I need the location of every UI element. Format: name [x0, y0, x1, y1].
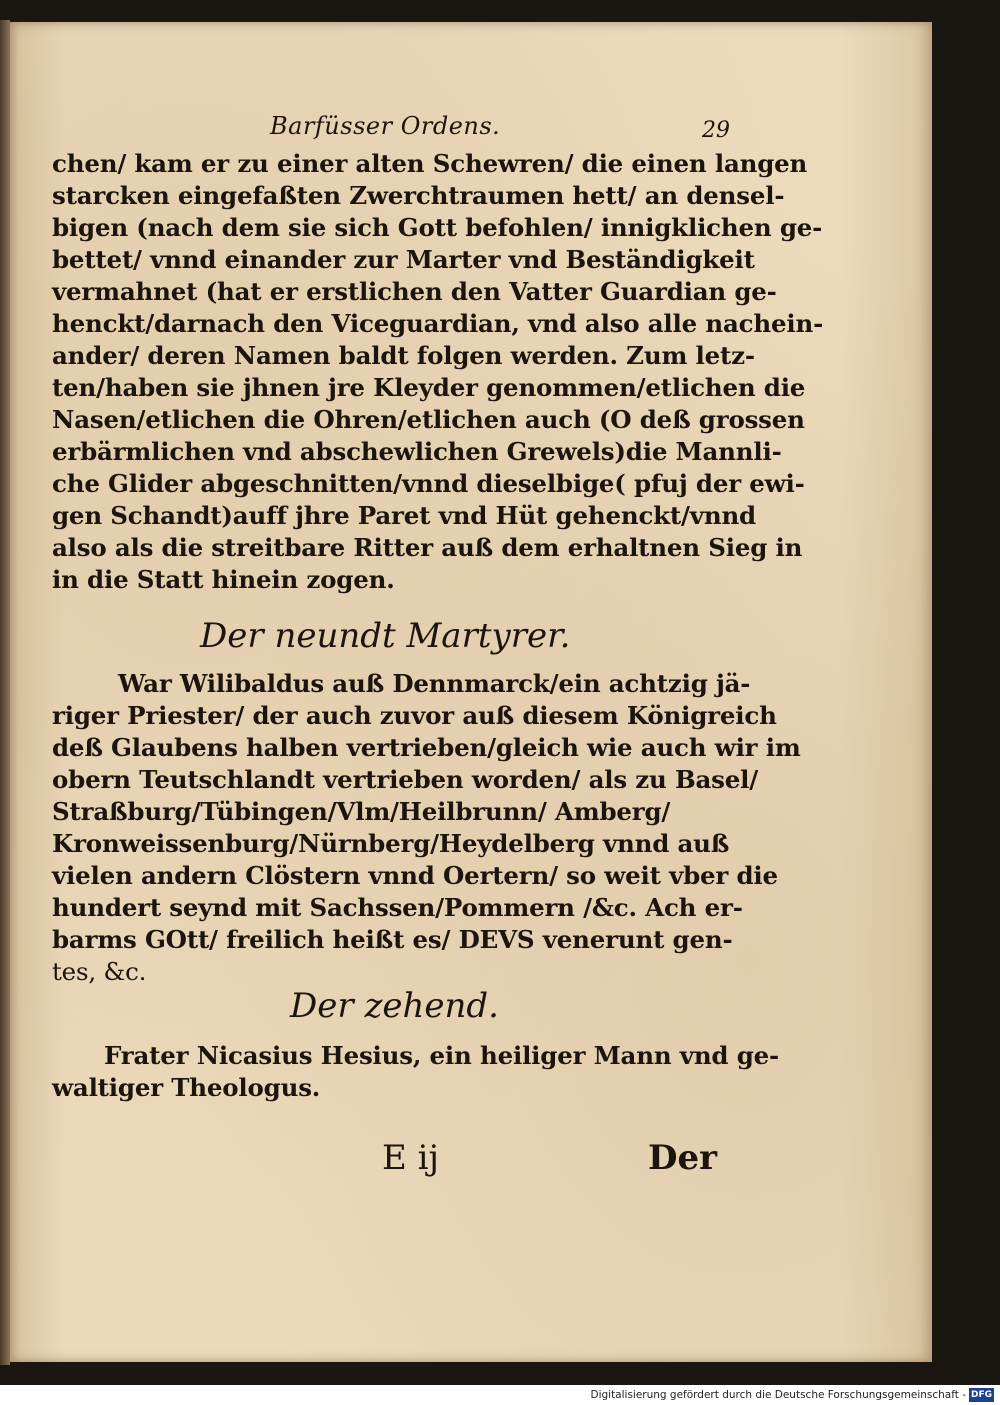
text-line: Nasen/etlichen die Ohren/etlichen auch (O deß grossen	[52, 405, 805, 434]
text-line: Frater Nicasius Hesius, ein heiliger Mann vnd ge-	[104, 1041, 779, 1070]
catchword: Der	[648, 1138, 718, 1178]
text-line: deß Glaubens halben vertrieben/gleich wie auch wir im	[52, 733, 801, 762]
text-line: barms GOtt/ freilich heißt es/ DEVS venerunt gen-	[52, 925, 733, 954]
text-line: starcken eingefaßten Zwerchtraumen hett/ an densel-	[52, 181, 785, 210]
text-line: tes, &c.	[52, 957, 147, 986]
text-line: obern Teutschlandt vertrieben worden/ als zu Basel/	[52, 765, 758, 794]
text-line: gen Schandt)auff jhre Paret vnd Hüt gehenckt/vnnd	[52, 501, 756, 530]
section-heading: Der neundt Martyrer.	[200, 616, 571, 656]
text-line: vermahnet (hat er erstlichen den Vatter Guardian ge-	[52, 277, 777, 306]
running-head: Barfüsser Ordens.	[270, 112, 501, 140]
text-line: Straßburg/Tübingen/Vlm/Heilbrunn/ Amberg/	[52, 797, 671, 826]
page-edge	[0, 20, 10, 1365]
text-line: in die Statt hinein zogen.	[52, 565, 395, 594]
text-line: vielen andern Clöstern vnnd Oertern/ so weit vber die	[52, 861, 778, 890]
text-line: waltiger Theologus.	[52, 1073, 321, 1102]
signature-mark: E ij	[382, 1138, 440, 1178]
page-number: 29	[702, 118, 730, 143]
text-line: Kronweissenburg/Nürnberg/Heydelberg vnnd auß	[52, 829, 730, 858]
text-line: riger Priester/ der auch zuvor auß diesem Königreich	[52, 701, 777, 730]
text-line: ten/haben sie jhnen jre Kleyder genommen/etlichen die	[52, 373, 806, 402]
text-line: ander/ deren Namen baldt folgen werden. Zum letz-	[52, 341, 755, 370]
text-line: also als die streitbare Ritter auß dem erhaltnen Sieg in	[52, 533, 803, 562]
section-heading: Der zehend.	[290, 986, 499, 1026]
text-line: chen/ kam er zu einer alten Schewren/ die einen langen	[52, 149, 808, 178]
text-line: War Wilibaldus auß Dennmarck/ein achtzig jä-	[118, 669, 751, 698]
text-line: hundert seynd mit Sachssen/Pommern /&c. Ach er-	[52, 893, 743, 922]
text-line: che Glider abgeschnitten/vnnd dieselbige( pfuj der ewi-	[52, 469, 805, 498]
funding-credit: Digitalisierung gefördert durch die Deutsche Forschungsgemeinschaft -	[590, 1389, 966, 1401]
text-line: henckt/darnach den Viceguardian, vnd also alle nachein-	[52, 309, 824, 338]
text-line: erbärmlichen vnd abschewlichen Grewels)die Mannli-	[52, 437, 782, 466]
dfg-logo: DFG	[970, 1390, 992, 1400]
text-line: bettet/ vnnd einander zur Marter vnd Beständigkeit	[52, 245, 755, 274]
text-line: bigen (nach dem sie sich Gott befohlen/ innigklichen ge-	[52, 213, 823, 242]
